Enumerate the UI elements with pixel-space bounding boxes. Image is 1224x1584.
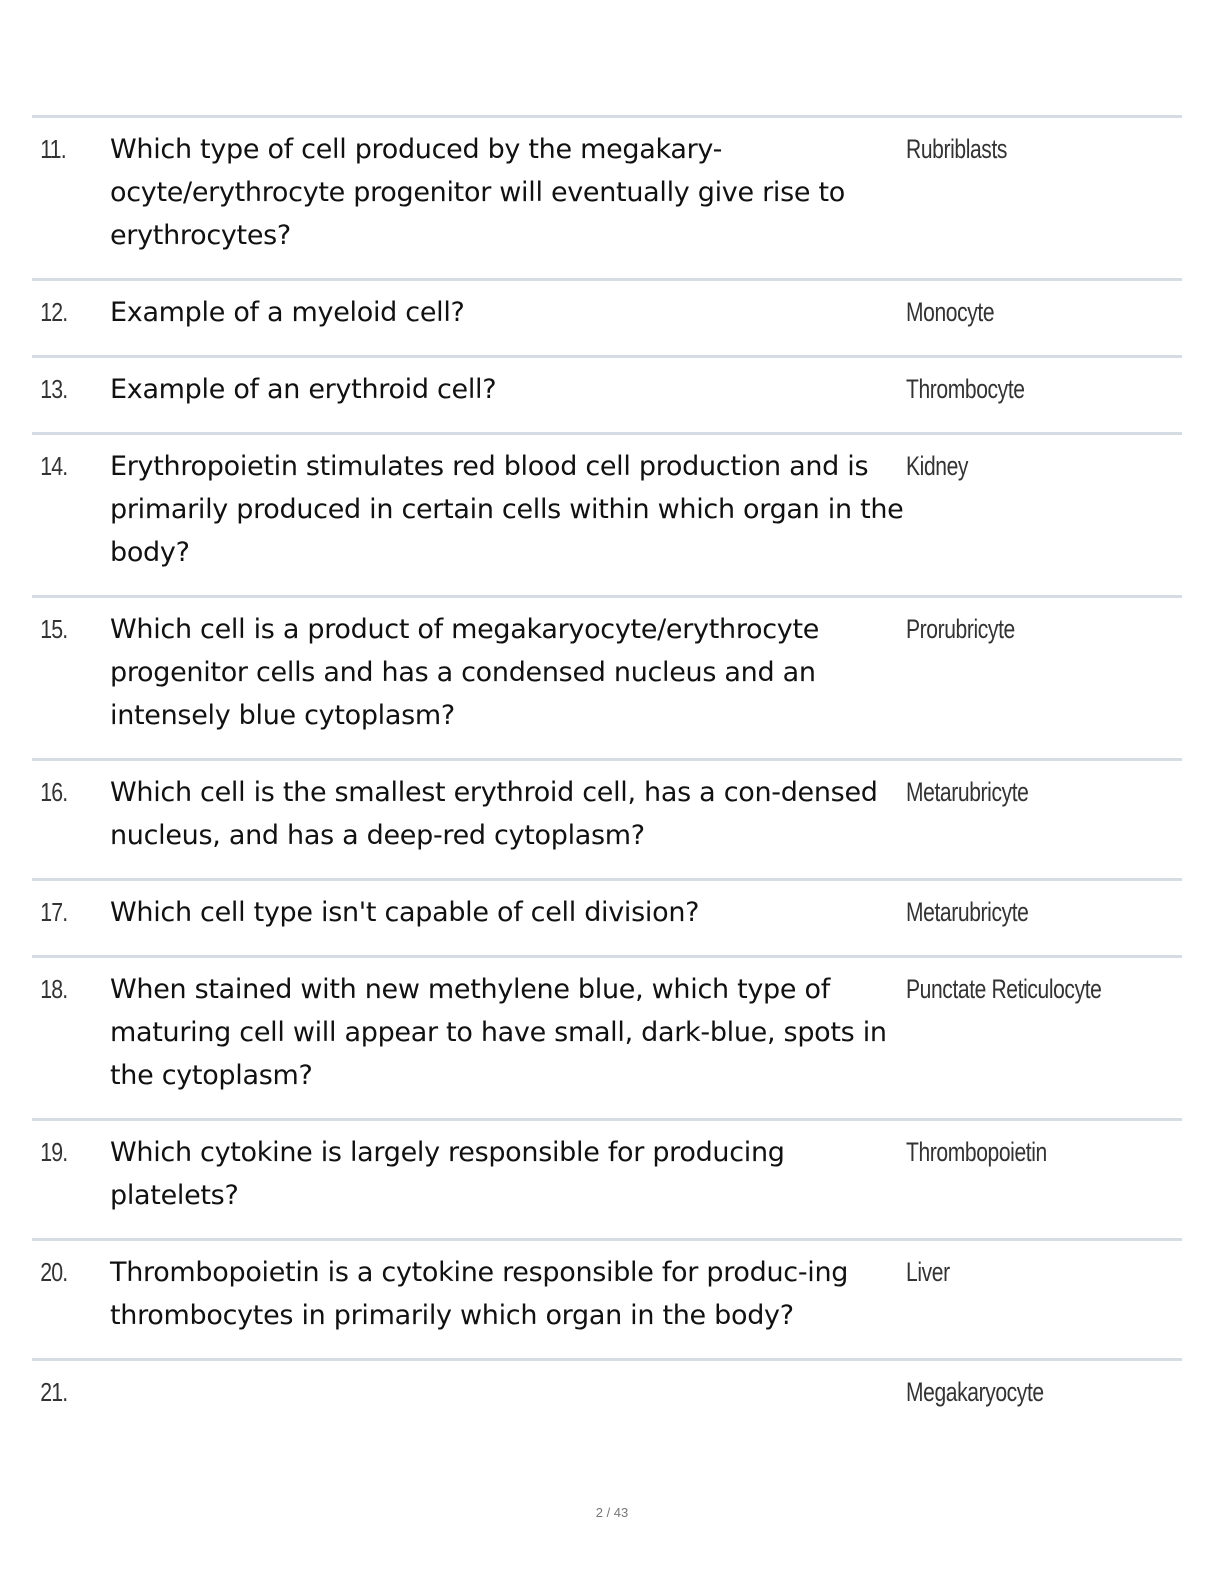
table-row	[32, 118, 1182, 281]
table-row	[32, 881, 1182, 958]
question-number: 11.	[40, 134, 66, 164]
answer-text: Thrombopoietin	[906, 1137, 1047, 1167]
question-text: Which type of cell produced by the megakary-ocyte/erythrocyte progenitor will eventually give rise to erythrocytes?	[110, 134, 845, 251]
question-answer-table	[32, 115, 1182, 1435]
table-row	[32, 435, 1182, 598]
answer-text: Liver	[906, 1257, 950, 1287]
answer-text: Kidney	[906, 451, 969, 481]
question-number: 21.	[40, 1377, 68, 1407]
question-number: 13.	[40, 374, 68, 404]
question-number: 12.	[40, 297, 68, 327]
question-text: Which cytokine is largely responsible for producing platelets?	[110, 1137, 785, 1211]
question-text: Thrombopoietin is a cytokine responsible for produc-ing thrombocytes in primarily which organ in the body?	[110, 1257, 849, 1331]
question-text: Which cell type isn't capable of cell division?	[110, 897, 700, 928]
table-row	[32, 598, 1182, 761]
question-number: 19.	[40, 1137, 68, 1167]
question-text: Example of an erythroid cell?	[110, 374, 497, 405]
table-row	[32, 1241, 1182, 1361]
answer-text: Thrombocyte	[906, 374, 1025, 404]
question-number: 16.	[40, 777, 68, 807]
page-indicator: 2 / 43	[595, 1505, 629, 1520]
answer-text: Rubriblasts	[906, 134, 1008, 164]
question-text: Example of a myeloid cell?	[110, 297, 465, 328]
question-text: Erythropoietin stimulates red blood cell production and is primarily produced in certain cells within which organ in the body?	[110, 451, 904, 568]
question-number: 15.	[40, 614, 68, 644]
answer-text: Punctate Reticulocyte	[906, 974, 1102, 1004]
question-number: 17.	[40, 897, 68, 927]
answer-text: Metarubricyte	[906, 897, 1029, 927]
table-row	[32, 358, 1182, 435]
question-number: 20.	[40, 1257, 68, 1287]
table-row	[32, 761, 1182, 881]
answer-text: Prorubricyte	[906, 614, 1015, 644]
table-row	[32, 1121, 1182, 1241]
question-text: Which cell is the smallest erythroid cell, has a con-densed nucleus, and has a deep-red cytoplasm?	[110, 777, 878, 851]
question-text: When stained with new methylene blue, which type of maturing cell will appear to have small, dark-blue, spots in the cytoplasm?	[110, 974, 887, 1091]
question-text: Which cell is a product of megakaryocyte/erythrocyte progenitor cells and has a condensed nucleus and an intensely blue cytoplasm?	[110, 614, 820, 731]
answer-text: Megakaryocyte	[906, 1377, 1044, 1407]
table-row	[32, 1361, 1182, 1435]
answer-text: Monocyte	[906, 297, 995, 327]
table-row	[32, 958, 1182, 1121]
answer-text: Metarubricyte	[906, 777, 1029, 807]
table-row	[32, 281, 1182, 358]
question-number: 14.	[40, 451, 68, 481]
question-number: 18.	[40, 974, 68, 1004]
